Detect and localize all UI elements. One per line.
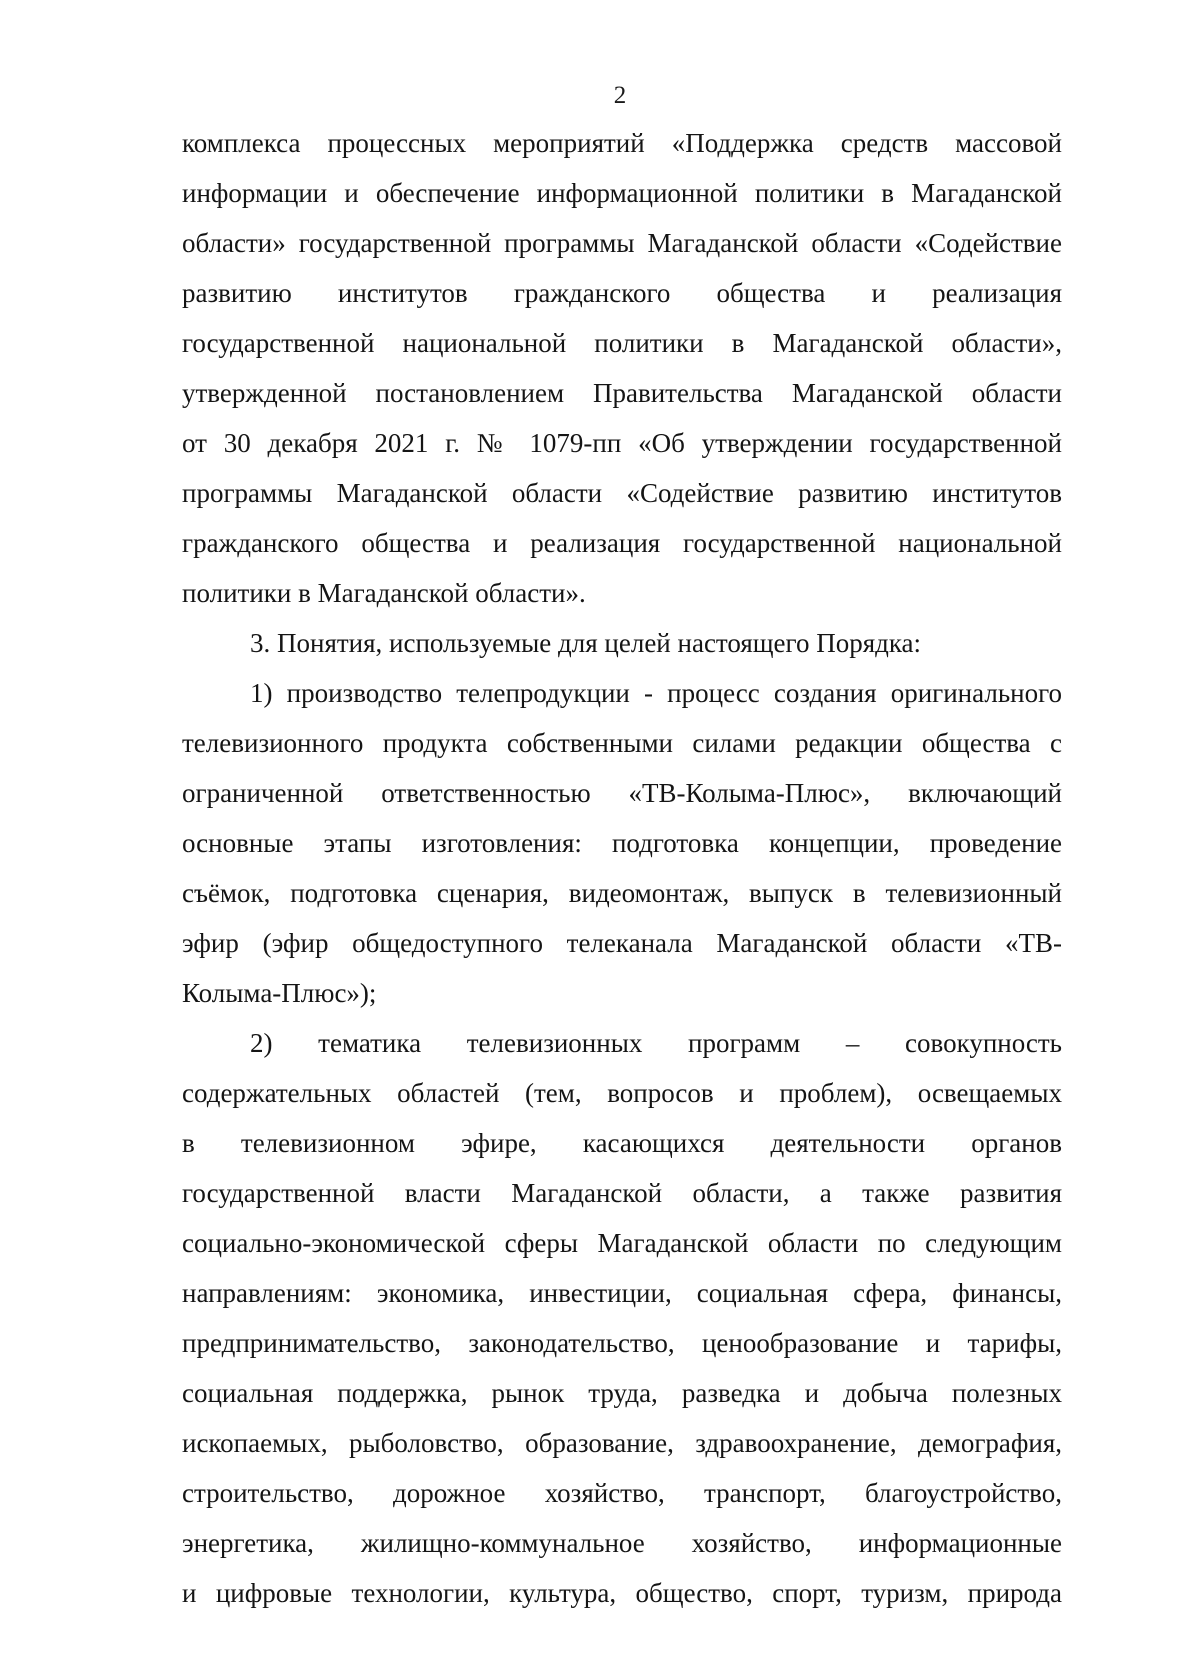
document-body [182,118,1062,1618]
text-line: содержательных областей (тем, вопросов и проблем), освещаемых [182,1078,1062,1108]
text-line: информации и обеспечение информационной политики в Магаданской [182,178,1062,208]
text-line: государственной власти Магаданской области, а также развития [182,1178,1062,1208]
text-line: 2) тематика телевизионных программ – совокупность [250,1028,1062,1058]
text-line: гражданского общества и реализация государственной национальной [182,528,1062,558]
text-line: и цифровые технологии, культура, общество, спорт, туризм, природа [182,1578,1062,1608]
text-line: от 30 декабря 2021 г. № 1079-пп «Об утверждении государственной [182,428,1062,458]
text-line: съёмок, подготовка сценария, видеомонтаж, выпуск в телевизионный [182,878,1062,908]
text-line: политики в Магаданской области». [182,578,586,608]
text-line: строительство, дорожное хозяйство, транспорт, благоустройство, [182,1478,1062,1508]
text-line: в телевизионном эфире, касающихся деятельности органов [182,1128,1062,1158]
text-line: 1) производство телепродукции - процесс создания оригинального [250,678,1062,708]
text-line: программы Магаданской области «Содействие развитию институтов [182,478,1062,508]
text-line: эфир (эфир общедоступного телеканала Магаданской области «ТВ- [182,928,1062,958]
text-line: ископаемых, рыболовство, образование, здравоохранение, демография, [182,1428,1062,1458]
text-line: направлениям: экономика, инвестиции, социальная сфера, финансы, [182,1278,1062,1308]
text-line: предпринимательство, законодательство, ценообразование и тарифы, [182,1328,1062,1358]
text-line: социальная поддержка, рынок труда, разведка и добыча полезных [182,1378,1062,1408]
text-line: телевизионного продукта собственными силами редакции общества с [182,728,1062,758]
text-line: социально-экономической сферы Магаданской области по следующим [182,1228,1062,1258]
text-line: 3. Понятия, используемые для целей настоящего Порядка: [250,628,922,658]
text-line: ограниченной ответственностью «ТВ-Колыма-Плюс», включающий [182,778,1062,808]
text-line: энергетика, жилищно-коммунальное хозяйство, информационные [182,1528,1062,1558]
text-line: Колыма-Плюс»); [182,978,377,1008]
text-line: государственной национальной политики в Магаданской области», [182,328,1062,358]
page-number: 2 [613,82,627,109]
text-line: комплекса процессных мероприятий «Поддержка средств массовой [182,128,1062,158]
text-line: утвержденной постановлением Правительства Магаданской области [182,378,1062,408]
text-line: развитию институтов гражданского общества и реализация [182,278,1062,308]
text-line: области» государственной программы Магаданской области «Содействие [182,228,1062,258]
text-line: основные этапы изготовления: подготовка концепции, проведение [182,828,1062,858]
